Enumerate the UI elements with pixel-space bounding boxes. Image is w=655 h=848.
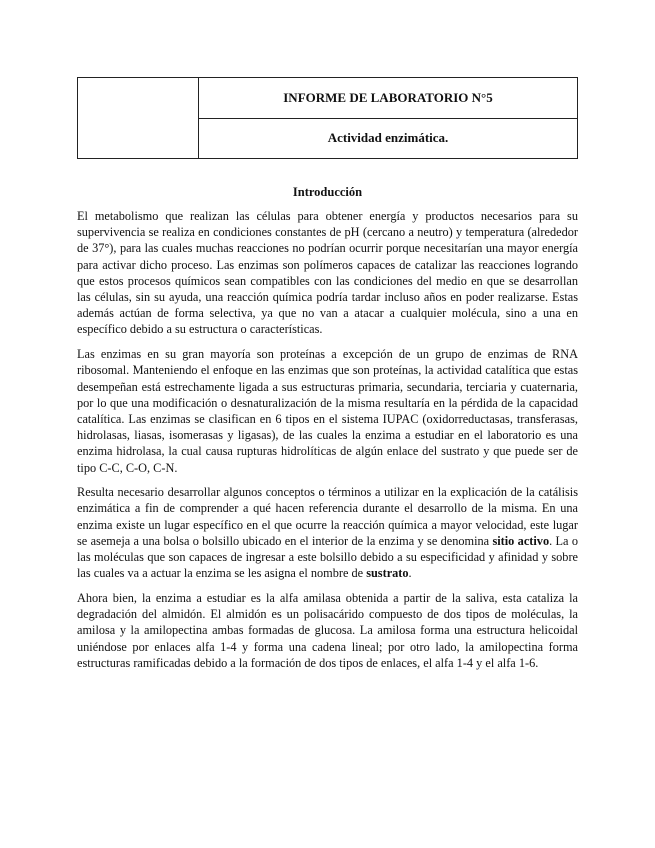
term-sustrato: sustrato <box>366 566 409 581</box>
paragraph-3-text-a: Resulta necesario desarrollar algunos conceptos o términos a utilizar en la explicación de la catálisis enzimática a fin de comprender a qué hacen referencia durante el desarrollo de la misma. En una enzima existe un lugar específico en el que ocurre la reacción química a mayor velocidad, este lugar se asemeja a una bolsa o bolsillo ubicado en el interior de la enzima y se denomina <box>77 485 578 548</box>
term-sitio-activo: sitio activo <box>492 533 550 548</box>
paragraph-4: Ahora bien, la enzima a estudiar es la alfa amilasa obtenida a partir de la saliva, esta cataliza la degradación del almidón. El almidón es un polisacárido compuesto de dos tipos de moléculas, la amilosa y la amilopectina ambas formadas de glucosa. La amilosa forma una estructura helicoidal uniéndose por enlaces alfa 1-4 y forma una cadena lineal; por otro lado, la amilopectina forma estructuras ramificadas debido a la formación de dos tipos de enlaces, el alfa 1-4 y el alfa 1-6. <box>77 590 578 670</box>
report-subtitle: Actividad enzimática. <box>327 130 449 145</box>
paragraph-2: Las enzimas en su gran mayoría son proteínas a excepción de un grupo de enzimas de RNA ribosomal. Manteniendo el enfoque en las enzimas que son proteínas, la actividad catalítica que estas desempeñan está estrechamente ligada a sus estructuras primaria, secundaria, terciaria y cuaternaria, por lo que una modificación o desnaturalización de la misma resultaría en la pérdida de la capacidad catalítica. Las enzimas se clasifican en 6 tipos en el sistema IUPAC (oxidorreductasas, transferasas, hidrolasas, liasas, isomerasas y ligasas), de las cuales la enzima a estudiar en el laboratorio es una enzima hidrolasa, la cual causa rupturas hidrolíticas de algún enlace del sustrato y que puede ser de tipo C-C, C-O, C-N. <box>77 347 578 475</box>
report-header-table <box>77 77 578 159</box>
report-title: INFORME DE LABORATORIO N°5 <box>199 78 577 119</box>
paragraph-3-text-b: . La o las moléculas que son capaces de ingresar a este bolsillo debido a su especificidad y afinidad y sobre las cuales va a actuar la enzima se les asigna el nombre de <box>77 533 578 581</box>
paragraph-3-text-c: . <box>408 566 412 581</box>
header-logo-cell <box>78 78 199 158</box>
paragraph-1: El metabolismo que realizan las células para obtener energía y productos necesarios para su supervivencia se realiza en condiciones constantes de pH (cercano a neutro) y temperatura (alrededor de 37°), para las cuales muchas reacciones no podrían ocurrir porque necesitarían una mayor energía para activar dicho proceso. Las enzimas son polímeros capaces de catalizar las reacciones logrando que estos procesos químicos sean compatibles con las condiciones del medio en que se desarrollan las células, sin su ayuda, una reacción química podría tardar incluso años en poder realizarse. Estas además actúan de forma selectiva, ya que no van a atacar a cualquier molécula, sino a una en específico debido a su estructura o características. <box>77 209 578 337</box>
section-title: Introducción <box>292 185 363 199</box>
body-text <box>77 208 578 679</box>
paragraph-3 <box>77 484 578 581</box>
